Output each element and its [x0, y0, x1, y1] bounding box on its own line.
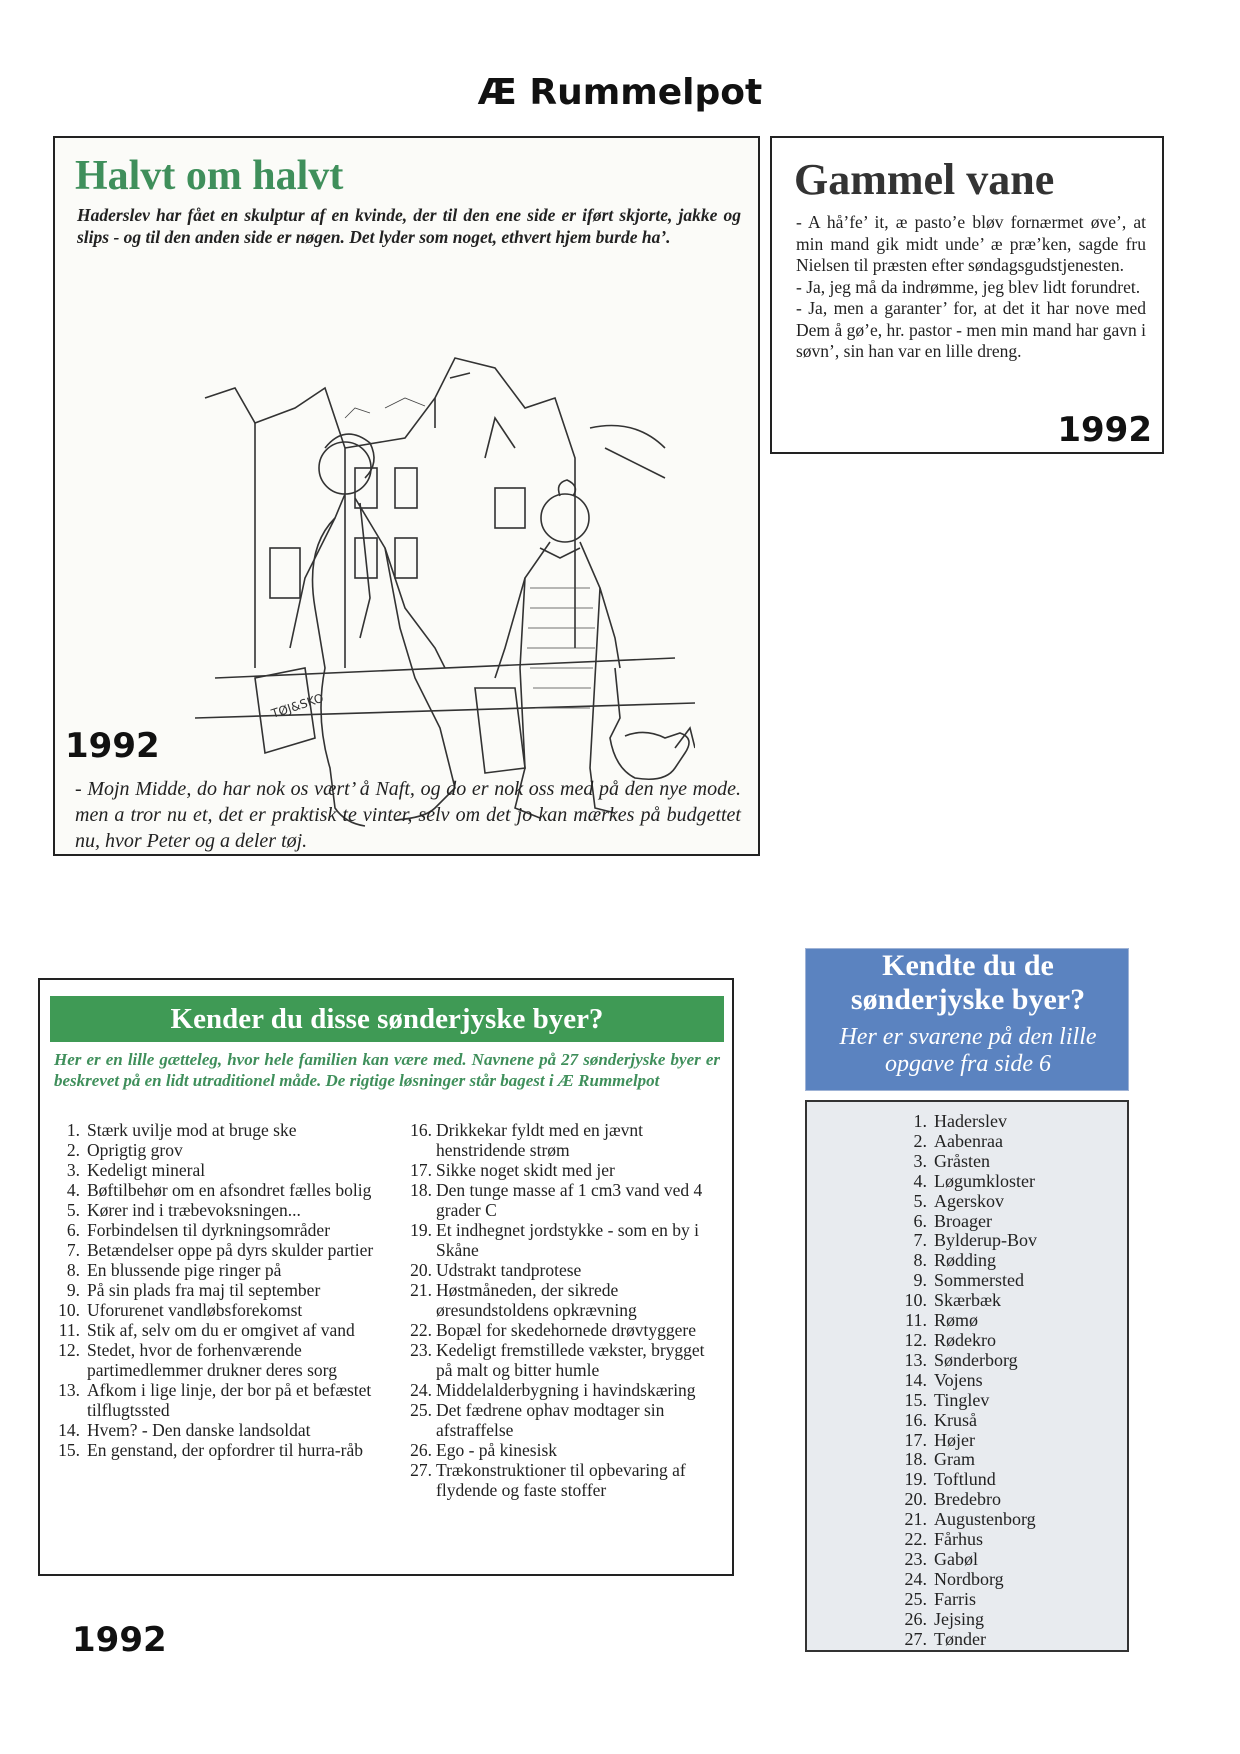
answer-number: 14. [904, 1369, 927, 1390]
answer-number: 10. [904, 1290, 927, 1311]
quiz-text: Bopæl for skedehornede drøvtyggere [436, 1320, 696, 1340]
quiz-number: 11. [58, 1320, 80, 1340]
answer-number: 16. [904, 1409, 927, 1430]
quiz-number: 4. [66, 1180, 80, 1200]
answer-text: Agerskov [934, 1190, 1004, 1211]
quiz-text: Stærk uvilje mod at bruge ske [87, 1120, 297, 1140]
quiz-item [52, 1320, 382, 1340]
answer-item [897, 1431, 1037, 1451]
quiz-item [404, 1320, 724, 1340]
quiz-item [404, 1180, 724, 1220]
answer-number: 9. [913, 1270, 927, 1291]
answer-item [897, 1371, 1037, 1391]
quiz-item [404, 1260, 724, 1280]
answer-number: 23. [904, 1548, 927, 1569]
answer-item [897, 1351, 1037, 1371]
answer-text: Tinglev [934, 1389, 990, 1410]
quiz-item [52, 1140, 382, 1160]
quiz-column-left [52, 1120, 382, 1460]
quiz-text: Bøftilbehør om en afsondret fælles bolig [87, 1180, 372, 1200]
answer-text: Aabenraa [934, 1130, 1003, 1151]
answer-item [897, 1231, 1037, 1251]
answer-text: Løgumkloster [934, 1170, 1035, 1191]
quiz-number: 13. [58, 1380, 80, 1400]
answer-number: 4. [913, 1170, 927, 1191]
quiz-item [52, 1420, 382, 1440]
answer-text: Farris [934, 1588, 976, 1609]
answer-number: 27. [904, 1628, 927, 1649]
quiz-number: 19. [410, 1220, 432, 1240]
answer-text: Haderslev [934, 1111, 1007, 1131]
answer-number: 1. [913, 1111, 927, 1131]
quiz-item [52, 1380, 382, 1420]
quiz-number: 22. [410, 1320, 432, 1340]
quiz-text: Stedet, hvor de forhenværende partimedlemmer drukner deres sorg [87, 1340, 337, 1380]
quiz-item [404, 1220, 724, 1260]
answer-text: Jejsing [934, 1608, 985, 1629]
answers-list [897, 1112, 1037, 1649]
answer-number: 18. [904, 1449, 927, 1470]
quiz-text: Trækonstruktioner til opbevaring af flydende og faste stoffer [436, 1460, 686, 1500]
quiz-number: 3. [66, 1160, 80, 1180]
quiz-item [404, 1400, 724, 1440]
answer-number: 22. [904, 1529, 927, 1550]
quiz-number: 23. [410, 1340, 432, 1360]
answer-item [897, 1530, 1037, 1550]
quiz-number: 24. [410, 1380, 432, 1400]
quiz-item [52, 1280, 382, 1300]
quiz-number: 27. [410, 1460, 432, 1480]
answer-item [897, 1570, 1037, 1590]
answer-number: 11. [905, 1310, 927, 1331]
answer-item [897, 1510, 1037, 1530]
halvt-caption: - Mojn Midde, do har nok os vært’ å Naft, og do er nok oss med på den nye mode. men a tror nu et, det er praktisk te vinter, selv om det jo kan mærkes på budgettet nu, hvor Peter og a deler tøj. [75, 778, 741, 852]
answer-text: Højer [934, 1429, 975, 1450]
answer-number: 8. [913, 1250, 927, 1271]
quiz-item [52, 1160, 382, 1180]
quiz-text: Kører ind i træbevoksningen... [87, 1200, 301, 1220]
answer-number: 17. [904, 1429, 927, 1450]
answer-item [897, 1212, 1037, 1232]
quiz-text: Stik af, selv om du er omgivet af vand [87, 1320, 355, 1340]
halvt-intro: Haderslev har fået en skulptur af en kvinde, der til den ene side er iført skjorte, jakke og slips - og til den anden side er nøgen. Det lyder som noget, ethvert hjem burde ha’. [77, 205, 741, 247]
quiz-item [52, 1240, 382, 1260]
quiz-number: 26. [410, 1440, 432, 1460]
quiz-number: 10. [58, 1300, 80, 1320]
answer-item [897, 1251, 1037, 1271]
quiz-number: 1. [66, 1120, 80, 1140]
quiz-text: Kedeligt mineral [87, 1160, 206, 1180]
answer-number: 20. [904, 1489, 927, 1510]
answer-item [897, 1590, 1037, 1610]
answer-text: Rødding [934, 1250, 997, 1271]
svg-text:TØJ&SKO: TØJ&SKO [269, 690, 326, 721]
answer-text: Nordborg [934, 1568, 1004, 1589]
quiz-text: En genstand, der opfordrer til hurra-råb [87, 1440, 364, 1460]
answer-number: 6. [913, 1210, 927, 1231]
quiz-item [52, 1200, 382, 1220]
kendte-subheading: Her er svarene på den lille opgave fra side 6 [839, 1024, 1097, 1077]
quiz-number: 21. [410, 1280, 432, 1300]
kendte-du-header [805, 948, 1129, 1091]
quiz-text: Oprigtig grov [87, 1140, 183, 1160]
answer-number: 7. [913, 1230, 927, 1251]
answer-text: Vojens [934, 1369, 983, 1390]
answer-text: Gråsten [934, 1150, 990, 1171]
answer-text: Toftlund [934, 1469, 996, 1490]
gammel-paragraph: - A hå’fe’ it, æ pasto’e bløv fornærmet øve’, at min mand gik midt unde’ æ præ’ken, sagde fru Nielsen til præsten efter søndagsgudstjenesten. [796, 212, 1146, 275]
answer-item [897, 1550, 1037, 1570]
answer-number: 26. [904, 1608, 927, 1629]
quiz-number: 6. [66, 1220, 80, 1240]
halvt-om-halvt-clipping [53, 136, 760, 856]
gammel-text [796, 212, 1146, 363]
answer-item [897, 1271, 1037, 1291]
answer-number: 5. [913, 1190, 927, 1211]
answer-number: 21. [904, 1509, 927, 1530]
answer-number: 24. [904, 1568, 927, 1589]
quiz-text: Afkom i lige linje, der bor på et befæstet tilflugtssted [87, 1380, 372, 1420]
answer-number: 25. [904, 1588, 927, 1609]
answer-item [897, 1411, 1037, 1431]
answer-text: Sønderborg [934, 1349, 1018, 1370]
quiz-item [404, 1340, 724, 1380]
quiz-text: Drikkekar fyldt med en jævnt henstridende strøm [436, 1120, 644, 1160]
quiz-text: Forbindelsen til dyrkningsområder [87, 1220, 331, 1240]
quiz-text: Udstrakt tandprotese [436, 1260, 582, 1280]
answer-item [897, 1391, 1037, 1411]
quiz-number: 9. [66, 1280, 80, 1300]
quiz-item [404, 1120, 724, 1160]
gammel-paragraph: - Ja, men a garanter’ for, at det it har nove med Dem å gø’e, hr. pastor - men min mand har gavn i søvn’, sin han var en lille dreng. [796, 298, 1146, 361]
quiz-item [52, 1180, 382, 1200]
quiz-text: Ego - på kinesisk [436, 1440, 558, 1460]
answer-item [897, 1172, 1037, 1192]
answer-text: Kruså [934, 1409, 977, 1430]
answer-text: Gram [934, 1449, 975, 1470]
quiz-number: 18. [410, 1180, 432, 1200]
answer-item [897, 1331, 1037, 1351]
quiz-number: 7. [66, 1240, 80, 1260]
answer-text: Broager [934, 1210, 992, 1231]
answer-item [897, 1112, 1037, 1132]
kender-heading: Kender du disse sønderjyske byer? [50, 996, 724, 1042]
answer-item [897, 1132, 1037, 1152]
answer-item [897, 1470, 1037, 1490]
quiz-item [52, 1260, 382, 1280]
quiz-column-right [404, 1120, 724, 1500]
quiz-item [52, 1220, 382, 1240]
quiz-text: Uforurenet vandløbsforekomst [87, 1300, 303, 1320]
quiz-item [52, 1440, 382, 1460]
gammel-paragraph: - Ja, jeg må da indrømme, jeg blev lidt forundret. [796, 276, 1141, 297]
answer-number: 3. [913, 1150, 927, 1171]
halvt-heading: Halvt om halvt [75, 153, 344, 199]
gammel-heading: Gammel vane [794, 155, 1055, 204]
quiz-number: 14. [58, 1420, 80, 1440]
quiz-text: På sin plads fra maj til september [87, 1280, 321, 1300]
gammel-vane-clipping [770, 136, 1164, 454]
quiz-item [404, 1160, 724, 1180]
answer-number: 15. [904, 1389, 927, 1410]
quiz-item [52, 1340, 382, 1380]
quiz-item [52, 1120, 382, 1140]
answer-item [897, 1311, 1037, 1331]
halvt-year: 1992 [65, 726, 160, 766]
quiz-number: 5. [66, 1200, 80, 1220]
answer-text: Rømø [934, 1310, 979, 1331]
quiz-item [404, 1440, 724, 1460]
quiz-text: Sikke noget skidt med jer [436, 1160, 615, 1180]
answer-item [897, 1610, 1037, 1630]
answer-item [897, 1152, 1037, 1172]
quiz-item [404, 1380, 724, 1400]
answer-item [897, 1490, 1037, 1510]
answer-number: 13. [904, 1349, 927, 1370]
quiz-number: 17. [410, 1160, 432, 1180]
answer-text: Rødekro [934, 1329, 996, 1350]
quiz-text: En blussende pige ringer på [87, 1260, 282, 1280]
quiz-number: 8. [66, 1260, 80, 1280]
answers-box [805, 1100, 1129, 1652]
quiz-number: 2. [66, 1140, 80, 1160]
answer-item [897, 1630, 1037, 1650]
quiz-text: Det fædrene ophav modtager sin afstraffelse [436, 1400, 665, 1440]
kender-intro: Her er en lille gætteleg, hvor hele familien kan være med. Navnene på 27 sønderjyske byer er beskrevet på en lidt utraditionel måde. De rigtige løsninger står bagest i Æ Rummelpot [54, 1050, 720, 1090]
answer-text: Gabøl [934, 1548, 978, 1569]
answer-text: Bylderup-Bov [934, 1230, 1037, 1251]
quiz-text: Et indhegnet jordstykke - som en by i Skåne [436, 1220, 699, 1260]
answer-number: 19. [904, 1469, 927, 1490]
answer-number: 12. [904, 1329, 927, 1350]
answer-text: Sommersted [934, 1270, 1024, 1291]
gammel-year: 1992 [1057, 410, 1152, 450]
answer-number: 2. [913, 1130, 927, 1151]
bottom-year: 1992 [72, 1620, 167, 1660]
kendte-heading: Kendte du de sønderjyske byer? [850, 949, 1086, 1016]
quiz-item [404, 1280, 724, 1320]
quiz-number: 20. [410, 1260, 432, 1280]
answer-item [897, 1291, 1037, 1311]
quiz-item [404, 1460, 724, 1500]
kender-du-quiz-clipping [38, 978, 734, 1576]
quiz-text: Kedeligt fremstillede vækster, brygget på malt og bitter humle [436, 1340, 705, 1380]
answer-text: Augustenborg [934, 1509, 1036, 1530]
quiz-number: 25. [410, 1400, 432, 1420]
quiz-number: 12. [58, 1340, 80, 1360]
page-title: Æ Rummelpot [477, 72, 763, 113]
answer-text: Bredebro [934, 1489, 1001, 1510]
answer-item [897, 1450, 1037, 1470]
quiz-item [52, 1300, 382, 1320]
answer-text: Skærbæk [934, 1290, 1002, 1311]
quiz-text: Høstmåneden, der sikrede øresundstoldens opkrævning [436, 1280, 637, 1320]
quiz-text: Den tunge masse af 1 cm3 vand ved 4 grader C [436, 1180, 703, 1220]
answer-item [897, 1192, 1037, 1212]
quiz-text: Hvem? - Den danske landsoldat [87, 1420, 311, 1440]
quiz-number: 15. [58, 1440, 80, 1460]
quiz-number: 16. [410, 1120, 432, 1140]
answer-text: Tønder [934, 1628, 986, 1649]
quiz-text: Betændelser oppe på dyrs skulder partier [87, 1240, 374, 1260]
answer-text: Fårhus [934, 1529, 983, 1550]
quiz-text: Middelalderbygning i havindskæring [436, 1380, 696, 1400]
